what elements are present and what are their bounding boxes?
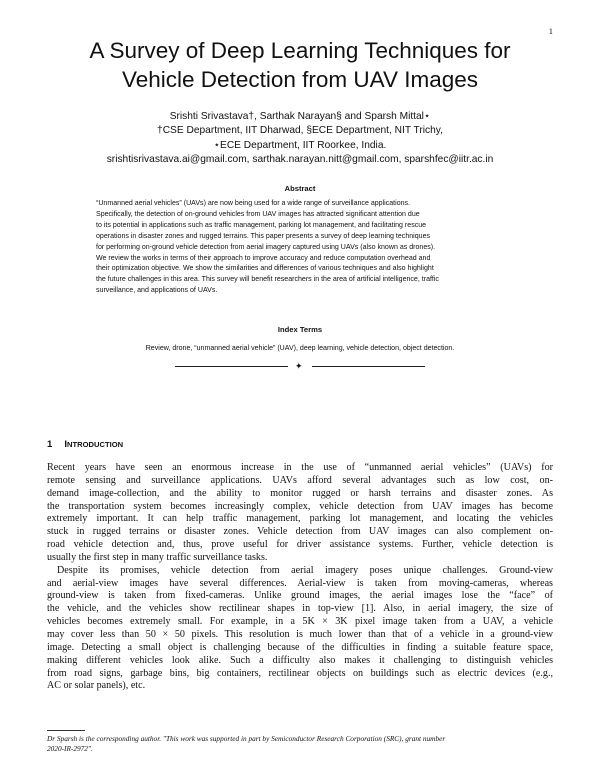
body-line: image. Detecting a small object is challenging because of the difficulties in finding a suitable feature space, xyxy=(47,641,553,653)
body-line: usually the first step in many traffic surveillance tasks. xyxy=(47,551,268,563)
abstract-line: surveillance, and applications of UAVs. xyxy=(96,287,218,295)
body-line: remote sensing and surveillance applications. UAVs afford several advantages such as low cost, on- xyxy=(47,474,553,486)
section-divider xyxy=(175,359,425,373)
author-emails: srishtisrivastava.ai@gmail.com, sarthak.narayan.nitt@gmail.com, sparshfec@iitr.ac.in xyxy=(106,154,494,166)
abstract-heading: Abstract xyxy=(284,184,316,193)
diamond-icon: ✦ xyxy=(295,361,303,371)
abstract-body xyxy=(96,199,504,297)
divider-line xyxy=(312,366,425,367)
affiliation-line: †CSE Department, IIT Dharwad, §ECE Department, NIT Trichy, xyxy=(157,125,443,137)
author-names: Srishti Srivastava†, Sarthak Narayan§ and Sparsh Mittal⋆ xyxy=(169,111,431,122)
divider-line xyxy=(175,366,288,367)
index-terms: Review, drone, “unmanned aerial vehicle” (UAV), deep learning, vehicle detection, object detection. xyxy=(145,345,455,352)
body-line: stuck in rugged terrains or disaster zones. Vehicle detection from UAV images can also complement on- xyxy=(47,526,553,538)
affiliation-line: ⋆ECE Department, IIT Roorkee, India. xyxy=(213,139,387,151)
body-line: the transportation system becomes increasingly complex, vehicle detection from UAV images has become xyxy=(47,500,553,512)
body-line: the vehicle, and the vehicles show rectilinear shapes in top-view [1]. Also, in aerial imagery, the size of xyxy=(47,603,553,615)
abstract-line: “Unmanned aerial vehicles” (UAVs) are now being used for a wide range of surveillance applications. xyxy=(96,200,411,207)
footnote-line: Dr Sparsh is the corresponding author. "This work was supported in part by Semiconductor Research Corporation (SRC), grant number xyxy=(47,734,446,743)
introduction-body xyxy=(47,462,553,693)
index-terms-heading: Index Terms xyxy=(277,325,323,334)
body-line: AC or solar panels), etc. xyxy=(47,680,146,692)
section-heading xyxy=(47,439,123,450)
page-number: 1 xyxy=(548,26,553,36)
abstract-line: for performing on-ground vehicle detection from aerial imagery captured using UAVs (also known as drones). xyxy=(96,243,436,251)
body-line: demand image-collection, and the ability to monitor rugged or harsh terrains and disaster zones. As xyxy=(47,487,553,499)
body-line: and aerial-view images have several differences. Aerial-view is taken from moving-cameras, whereas xyxy=(47,577,553,589)
body-line: may cover less than 50 × 50 pixels. This resolution is much lower than that of a vehicle in a ground-view xyxy=(47,628,553,640)
footnote-line: 2020-IR-2972". xyxy=(47,743,93,753)
abstract-line: the future challenges in this area. This survey will benefit researchers in the area of artificial intelligence, traffic xyxy=(96,276,439,284)
body-line: Despite its promises, vehicle detection from aerial imagery poses unique challenges. Ground-view xyxy=(57,564,553,576)
abstract-line: Specifically, the detection of on-ground vehicles from UAV images has attracted significant attention due xyxy=(96,210,420,218)
abstract-line: We review the works in terms of their approach to improve accuracy and reduce computation overhead and xyxy=(96,254,431,262)
section-number: 1 xyxy=(47,439,53,450)
paper-title xyxy=(40,36,560,94)
abstract-line: their optimization objective. We show the similarities and differences of various techniques and also highlight xyxy=(96,265,434,273)
abstract-line: operations in disaster zones and rugged terrains. This paper presents a survey of deep learning techniques xyxy=(96,232,431,240)
body-line: from road signs, garbage bins, big containers, rectilinear objects on buildings such as electric devices (e.g., xyxy=(47,667,553,679)
body-line: extremely important. It can help traffic management, parking lot management, and locating the vehicles xyxy=(47,513,553,525)
section-title-initial: I xyxy=(64,439,68,450)
title-line: Vehicle Detection from UAV Images xyxy=(122,67,478,92)
footnote xyxy=(47,734,557,753)
abstract-line: to its potential in applications such as traffic management, parking lot management, and facilitating rescue xyxy=(96,221,427,229)
body-line: vehicles becomes extremely small. For example, in a 5K × 3K pixel image taken from a UAV, a vehicle xyxy=(47,616,553,628)
title-line: A Survey of Deep Learning Techniques for xyxy=(89,38,511,63)
section-title-rest: NTRODUCTION xyxy=(67,440,124,449)
body-line: Recent years have seen an enormous increase in the use of “unmanned aerial vehicles” (UAVs) for xyxy=(47,462,553,473)
body-line: ground-view is taken from fixed-cameras. Unlike ground images, the aerial images lose the “face” of xyxy=(47,590,553,602)
body-line: road vehicle detection and, thus, prove useful for driver assistance systems. Further, vehicle detection is xyxy=(47,539,553,551)
body-line: making different vehicles look alike. Such a difficulty also makes it challenging to distinguish vehicles xyxy=(47,654,553,666)
author-block xyxy=(20,110,580,168)
footnote-rule xyxy=(47,730,85,731)
